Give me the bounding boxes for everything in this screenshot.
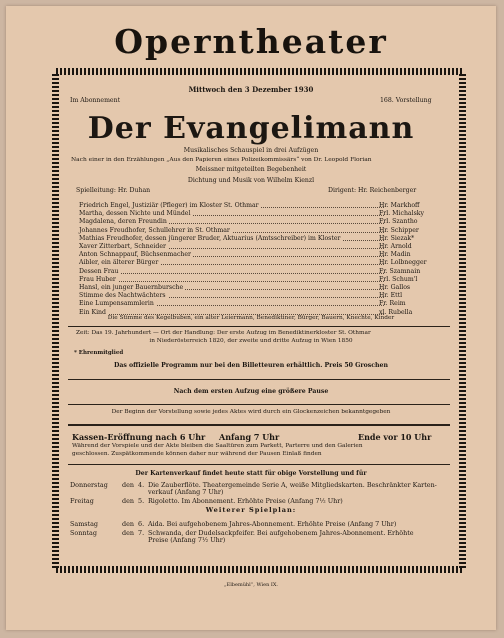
program-note: Das offizielle Programm nur bei den Billetteuren erhältlich. Preis 50 Groschen [113, 362, 388, 369]
cast-singer: Hr. Ettl [379, 292, 403, 300]
cast-row [79, 276, 444, 284]
cast-role: Anton Schnappauf, Büchsenmacher [79, 251, 192, 259]
cast-row [79, 284, 444, 292]
cast-singer: Fr. Reim [379, 300, 406, 308]
schedule-text: Die Zauberflöte. Theatergemeinde Serie A, weiße Mitgliedskarten. Beschränkter Karten- [148, 481, 437, 489]
cast-role: Eine Lumpensammlerin [79, 300, 154, 308]
cast-role: Mathias Freudhofer, dessen jüngerer Bruder, Aktuarius (Amtsschreiber) im Kloster [79, 234, 341, 242]
frame-top [56, 68, 462, 75]
opera-title: Der Evangelimann [87, 111, 415, 146]
cast-row [79, 210, 444, 218]
cast-singer: Hr. Gallos [379, 284, 411, 291]
signal-note: Der Beginn der Vorstellung sowie jedes Aktes wird durch ein Glockenzeichen bekanntgegeben [111, 409, 391, 415]
cast-row [79, 202, 444, 210]
author-line: Dichtung und Musik von Wilhelm Kienzl [187, 177, 315, 184]
cast-role: Stimme des Nachtwächters [79, 292, 166, 300]
source-line-2: Meissner mitgeteilten Begebenheit [195, 166, 307, 173]
cast-singer: Hr. Markhoff [379, 202, 420, 209]
source-line-1: Nach einer in den Erzählungen „Aus den Papieren eines Polizeikommissärs“ von Dr. Leopold Florian [71, 157, 372, 163]
cast-singer: Hr. Siezak* [379, 234, 415, 242]
cast-row [79, 243, 444, 251]
schedule-den: den [122, 529, 134, 537]
leader-dots [79, 276, 384, 282]
director-line: Spielleitung: Hr. Duhan [76, 187, 151, 194]
schedule-day: Samstag [70, 520, 98, 528]
cast-row [79, 292, 444, 300]
cast-role: Dessen Frau [79, 267, 119, 275]
cast-role: Ein Kind [79, 308, 106, 316]
cast-singer: Hr. Madin [379, 251, 411, 259]
start-time: Anfang 7 Uhr [219, 432, 280, 442]
schedule-den: den [122, 497, 134, 505]
schedule-text: Aida. Bei aufgehobenem Jahres-Abonnement. Erhöhte Preise (Anfang 7 Uhr) [148, 520, 397, 528]
end-time: Ende vor 10 Uhr [358, 432, 432, 442]
cast-role: Aibler, ein älterer Bürger [79, 259, 159, 267]
cast-row [79, 251, 444, 259]
box-office-time: Kassen-Eröffnung nach 6 Uhr [72, 432, 206, 442]
pause-note: Nach dem ersten Aufzug eine größere Pause [173, 388, 329, 395]
divider [68, 326, 450, 327]
genre-line: Musikalisches Schauspiel in drei Aufzügen [183, 147, 319, 154]
late-note-line-2: geschlossen. Zuspätkommende können daher nur während der Pausen Einlaß finden [72, 451, 322, 457]
cast-role: Xaver Zitterbart, Schneider [79, 243, 166, 250]
late-note-line-1: Während der Vorspiele und der Akte bleiben die Saaltüren zum Parkett, Parterre und den Galerien [72, 443, 363, 449]
schedule-text-cont: verkauf (Anfang 7 Uhr) [148, 488, 224, 496]
setting-line-2: in Niederösterreich 1820, der zweite und dritte Aufzug in Wien 1850 [149, 338, 353, 344]
schedule-date: 4. [138, 481, 145, 489]
schedule-day: Sonntag [70, 529, 97, 537]
honorary-note: * Ehrenmitglied [74, 350, 124, 356]
cast-singer: Hr. Schipper [379, 226, 419, 234]
frame-bottom [56, 566, 462, 573]
schedule-day: Freitag [70, 497, 94, 505]
leader-dots [79, 268, 384, 274]
cast-role: Johannes Freudhofer, Schullehrer in St. Othmar [79, 226, 230, 234]
schedule-date: 7. [138, 529, 145, 537]
cast-singer: Frl. Szantho [379, 218, 418, 226]
cast-row [79, 300, 444, 308]
cast-role: Magdalena, deren Freundin [79, 218, 167, 226]
cast-row [79, 259, 444, 267]
playbill-sheet [6, 6, 496, 630]
schedule-text: Rigoletto. Im Abonnement. Erhöhte Preise (Anfang 7½ Uhr) [148, 497, 343, 505]
cast-row [79, 218, 444, 226]
cast-singer: Fr. Szamnain [379, 267, 421, 275]
cast-role: Frau Huber [79, 275, 116, 283]
schedule-text-cont: Preise (Anfang 7½ Uhr) [148, 536, 226, 544]
divider [68, 464, 450, 465]
advance-sale-line: Der Kartenverkauf findet heute statt für obige Vorstellung und für [135, 470, 367, 477]
chorus-line: Die Stimme des Kegelbuben, ein alter Leiermann, Benediktiner, Bürger, Bauern, Knechte, Kinder [107, 315, 395, 321]
setting-line-1: Zeit: Das 19. Jahrhundert — Ort der Handlung: Der erste Aufzug im Benediktinerkloster St. Othmar [76, 330, 371, 336]
cast-row [79, 268, 444, 276]
further-schedule-header: Weiterer Spielplan: [205, 506, 297, 514]
cast-role: Martha, dessen Nichte und Mündel [79, 210, 191, 218]
cast-singer: Frl. Schum'l [379, 275, 418, 283]
cast-singer: Hr. Arnold [379, 243, 412, 250]
schedule-text: Schwanda, der Dudelsackpfeifer. Bei aufgehobenem Jahres-Abonnement. Erhöhte [148, 529, 414, 537]
cast-singer: xl. Rubella [379, 308, 413, 316]
cast-row [79, 235, 444, 243]
leader-dots [79, 309, 384, 315]
conductor-line: Dirigent: Hr. Reichenberger [328, 187, 417, 194]
printer-note: „Elbemühl“, Wien IX. [223, 582, 279, 588]
performance-number: 168. Vorstellung [380, 97, 432, 104]
date-line: Mittwoch den 3 Dezember 1930 [188, 85, 314, 94]
divider [68, 379, 450, 380]
cast-singer: Frl. Michalsky [379, 210, 425, 218]
schedule-den: den [122, 520, 134, 528]
schedule-date: 5. [138, 497, 145, 505]
subscription-label: Im Abonnement [70, 97, 121, 104]
divider [68, 424, 450, 426]
schedule-day: Donnerstag [70, 481, 108, 489]
cast-row [79, 227, 444, 235]
cast-singer: Hr. Lolbnegger [379, 259, 427, 267]
schedule-den: den [122, 481, 134, 489]
divider [68, 404, 450, 405]
theater-title: Operntheater [114, 22, 388, 61]
cast-role: Hansl, ein junger Bauernbursche [79, 284, 184, 291]
cast-role: Friedrich Engel, Justiziär (Pfleger) im Kloster St. Othmar [79, 202, 259, 209]
schedule-date: 6. [138, 520, 145, 528]
